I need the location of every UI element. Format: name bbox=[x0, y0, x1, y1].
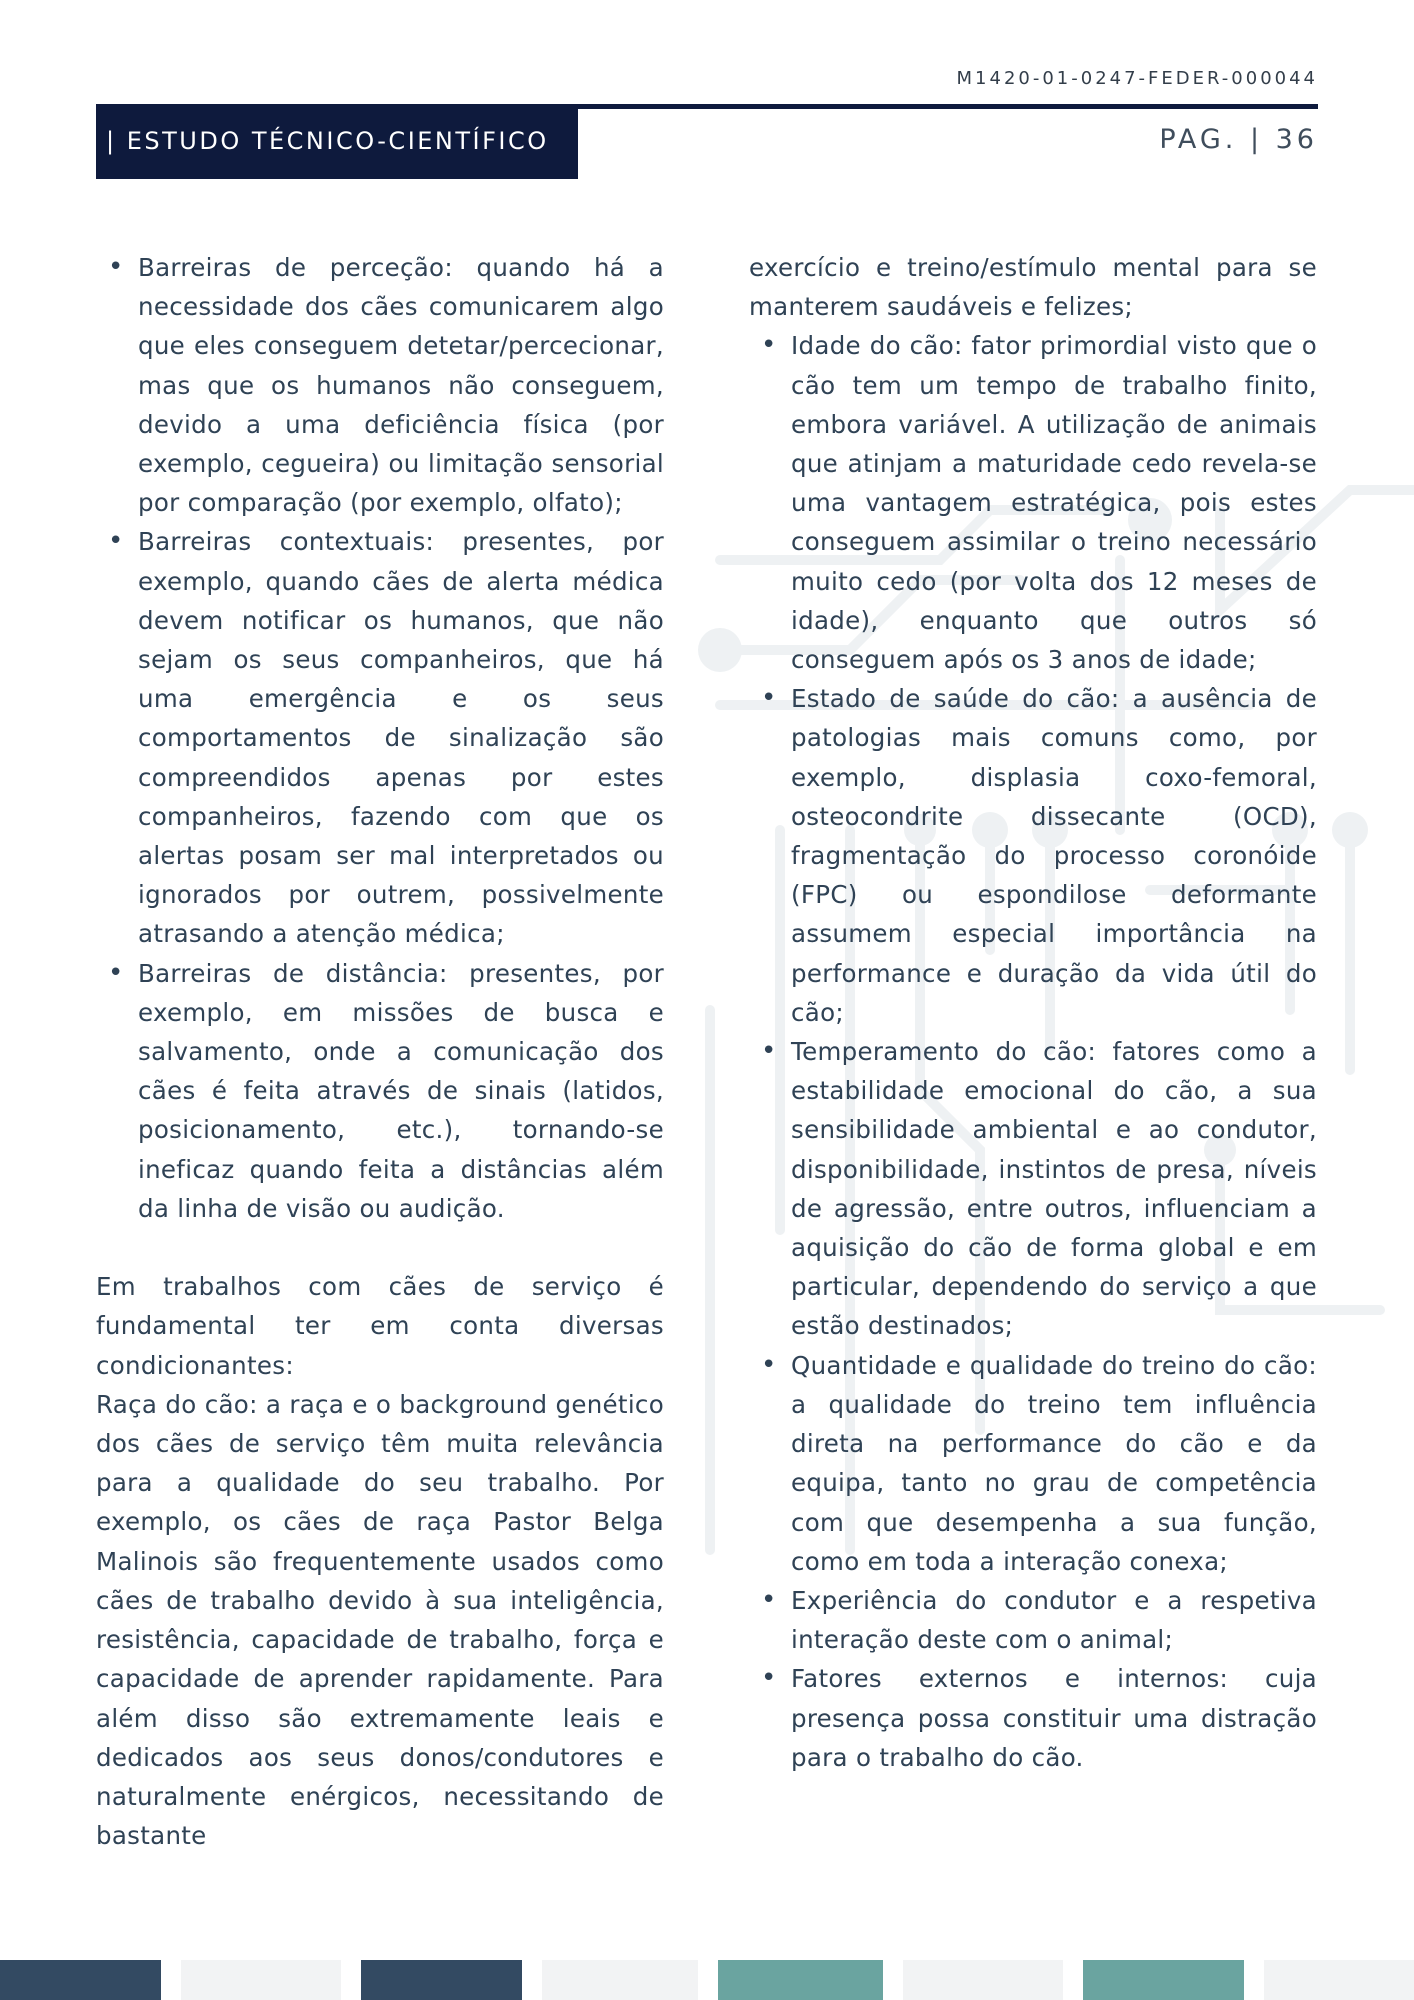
list-item: • Barreiras de distância: presentes, por exemplo, em missões de busca e salvamento, onde a comunicação dos cães é feita através de sinais (latidos, posicionamento, etc.), tornando-se ineficaz quando feita a distâncias além da linha de visão ou audição. bbox=[96, 954, 664, 1228]
footer-block bbox=[718, 1960, 883, 2000]
list-item: • Barreiras de perceção: quando há a necessidade dos cães comunicarem algo que eles conseguem detetar/percecionar, mas que os humanos não conseguem, devido a uma deficiência física (por exemplo, cegueira) ou limitação sensorial por comparação (por exemplo, olfato); bbox=[96, 248, 664, 522]
footer-block bbox=[361, 1960, 522, 2000]
list-item: • Quantidade e qualidade do treino do cão: a qualidade do treino tem influência direta na performance do cão e da equipa, tanto no grau de competência com que desempenha a sua função, como em toda a interação conexa; bbox=[749, 1346, 1317, 1581]
list-item: • Idade do cão: fator primordial visto que o cão tem um tempo de trabalho finito, embora variável. A utilização de animais que atinjam a maturidade cedo revela-se uma vantagem estratégica, pois estes conseguem assimilar o treino necessário muito cedo (por volta dos 12 meses de idade), enquanto que outros só conseguem após os 3 anos de idade; bbox=[749, 326, 1317, 679]
footer-block bbox=[542, 1960, 698, 2000]
paragraph-gap bbox=[96, 1228, 664, 1267]
section-title: | ESTUDO TÉCNICO-CIENTÍFICO bbox=[96, 104, 578, 179]
right-column bbox=[749, 248, 1317, 1777]
footer-block bbox=[903, 1960, 1063, 2000]
barriers-list bbox=[96, 248, 664, 1228]
footer-block bbox=[1083, 1960, 1244, 2000]
paragraph: Em trabalhos com cães de serviço é fundamental ter em conta diversas condicionantes: bbox=[96, 1272, 664, 1380]
footer-block bbox=[181, 1960, 341, 2000]
footer-block bbox=[0, 1960, 161, 2000]
list-item: • Experiência do condutor e a respetiva interação deste com o animal; bbox=[749, 1581, 1317, 1659]
paragraph: Raça do cão: a raça e o background genético dos cães de serviço têm muita relevância para a qualidade do seu trabalho. Por exemplo, os cães de raça Pastor Belga Malinois são frequentemente usados como cães de trabalho devido à sua inteligência, resistência, capacidade de trabalho, força e capacidade de aprender rapidamente. Para além disso são extremamente leais e dedicados aos seus donos/condutores e naturalmente enérgicos, necessitando de bastante bbox=[96, 1389, 664, 1851]
footer-block bbox=[1264, 1960, 1414, 2000]
paragraph: exercício e treino/estímulo mental para se manterem saudáveis e felizes; bbox=[749, 253, 1317, 322]
page-number: PAG. | 36 bbox=[1159, 124, 1318, 155]
footer-color-bar bbox=[0, 1960, 1414, 2000]
document-code: M1420-01-0247-FEDER-000044 bbox=[956, 68, 1318, 89]
conditions-list bbox=[749, 326, 1317, 1777]
list-item: • Fatores externos e internos: cuja presença possa constituir uma distração para o trabalho do cão. bbox=[749, 1659, 1317, 1777]
list-item: • Estado de saúde do cão: a ausência de patologias mais comuns como, por exemplo, displasia coxo-femoral, osteocondrite dissecante (OCD), fragmentação do processo coronóide (FPC) ou espondilose deformante assumem especial importância na performance e duração da vida útil do cão; bbox=[749, 679, 1317, 1032]
left-column bbox=[96, 248, 664, 1855]
list-item: • Temperamento do cão: fatores como a estabilidade emocional do cão, a sua sensibilidade ambiental e ao condutor, disponibilidade, instintos de presa, níveis de agressão, entre outros, influenciam a aquisição do cão de forma global e em particular, dependendo do serviço a que estão destinados; bbox=[749, 1032, 1317, 1346]
list-item: • Barreiras contextuais: presentes, por exemplo, quando cães de alerta médica devem notificar os humanos, que não sejam os seus companheiros, que há uma emergência e os seus comportamentos de sinalização são compreendidos apenas por estes companheiros, fazendo com que os alertas posam ser mal interpretados ou ignorados por outrem, possivelmente atrasando a atenção médica; bbox=[96, 522, 664, 953]
